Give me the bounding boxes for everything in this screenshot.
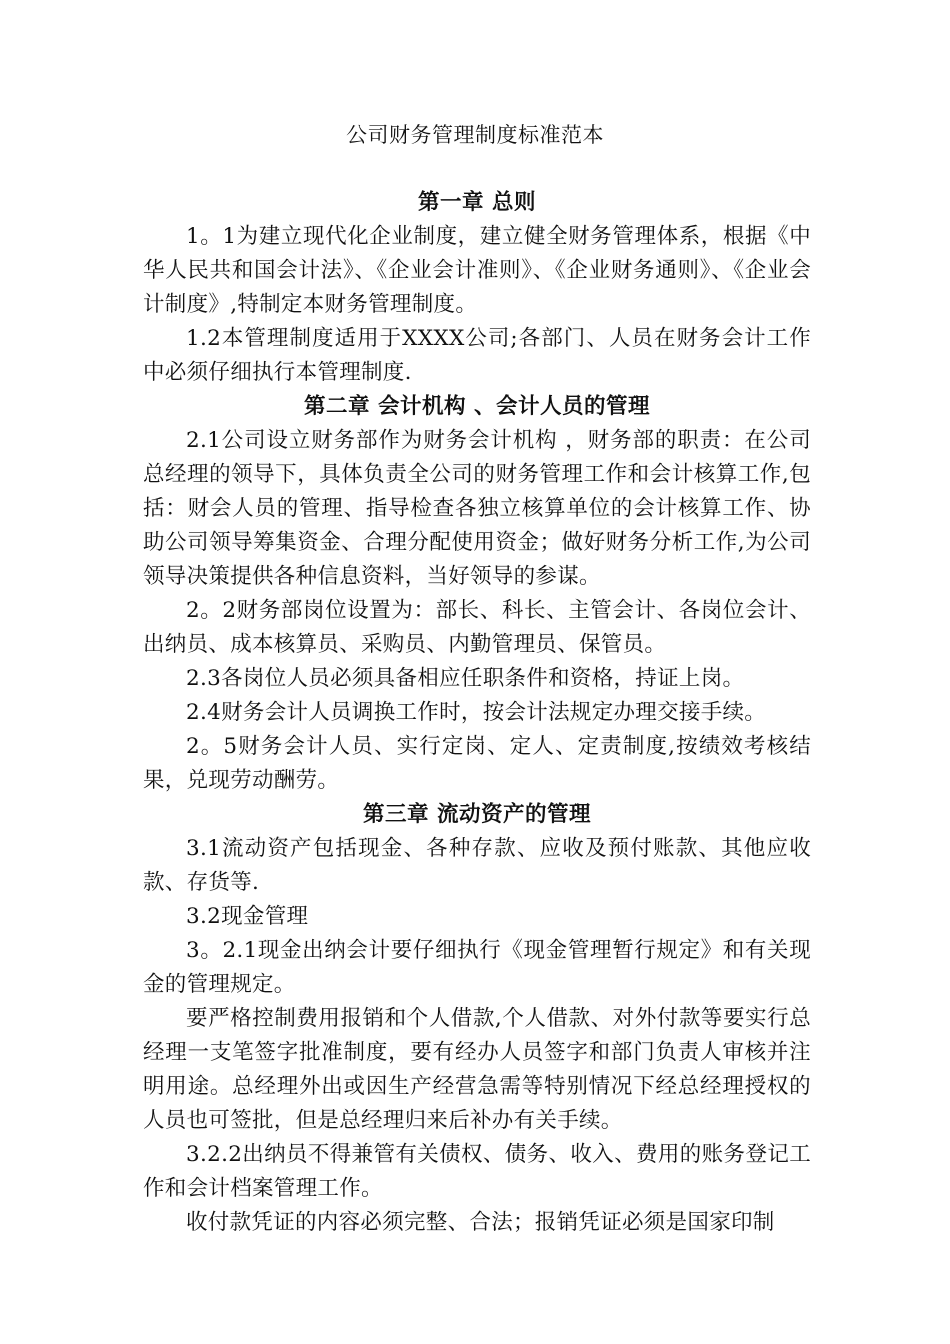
paragraph-2-2: 2。2财务部岗位设置为：部长、科长、主管会计、各岗位会计、出纳员、成本核算员、采购员、内勤管理员、保管员。: [143, 598, 811, 657]
paragraph-2-1: 2.1公司设立财务部作为财务会计机构 ，财务部的职责：在公司总经理的领导下，具体负责全公司的财务管理工作和会计核算工作,包括：财会人员的管理、指导检查各独立核算单位的会计核算工作、协助公司领导筹集资金、合理分配使用资金；做好财务分析工作,为公司领导决策提供各种信息资料，当好领导的参谋。: [143, 428, 811, 589]
paragraph-1-2: 1.2本管理制度适用于XXXX公司;各部门、人员在财务会计工作中必须仔细执行本管理制度.: [143, 326, 811, 385]
paragraph-2-4: 2.4财务会计人员调换工作时，按会计法规定办理交接手续。: [186, 700, 767, 725]
paragraph-voucher: 收付款凭证的内容必须完整、合法；报销凭证必须是国家印制: [186, 1210, 775, 1235]
paragraph-3-2-2: 3.2.2出纳员不得兼管有关债权、债务、收入、费用的账务登记工作和会计档案管理工作。: [143, 1142, 811, 1201]
chapter-2-heading: 第二章 会计机构 、会计人员的管理: [304, 394, 650, 419]
paragraph-3-2-1: 3。2.1现金出纳会计要仔细执行《现金管理暂行规定》和有关现金的管理规定。: [143, 938, 811, 997]
document-body: [143, 186, 811, 1240]
paragraph-3-1: 3.1流动资产包括现金、各种存款、应收及预付账款、其他应收款、存货等.: [143, 836, 811, 895]
chapter-1-heading: 第一章 总则: [418, 190, 536, 215]
document-title: 公司财务管理制度标准范本: [346, 123, 604, 147]
paragraph-1-1: 1。1为建立现代化企业制度，建立健全财务管理体系，根据《中华人民共和国会计法》、《企业会计准则》、《企业财务通则》、《企业会计制度》,特制定本财务管理制度。: [143, 224, 811, 317]
paragraph-cash-approval: 要严格控制费用报销和个人借款,个人借款、对外付款等要实行总经理一支笔签字批准制度，要有经办人员签字和部门负责人审核并注明用途。总经理外出或因生产经营急需等特别情况下经总经理授权的人员也可签批，但是总经理归来后补办有关手续。: [143, 1006, 811, 1133]
paragraph-2-5: 2。5财务会计人员、实行定岗、定人、定责制度,按绩效考核结果，兑现劳动酬劳。: [143, 734, 811, 793]
paragraph-2-3: 2.3各岗位人员必须具备相应任职条件和资格，持证上岗。: [186, 666, 745, 691]
chapter-3-heading: 第三章 流动资产的管理: [363, 802, 591, 827]
paragraph-3-2: 3.2现金管理: [186, 904, 309, 929]
